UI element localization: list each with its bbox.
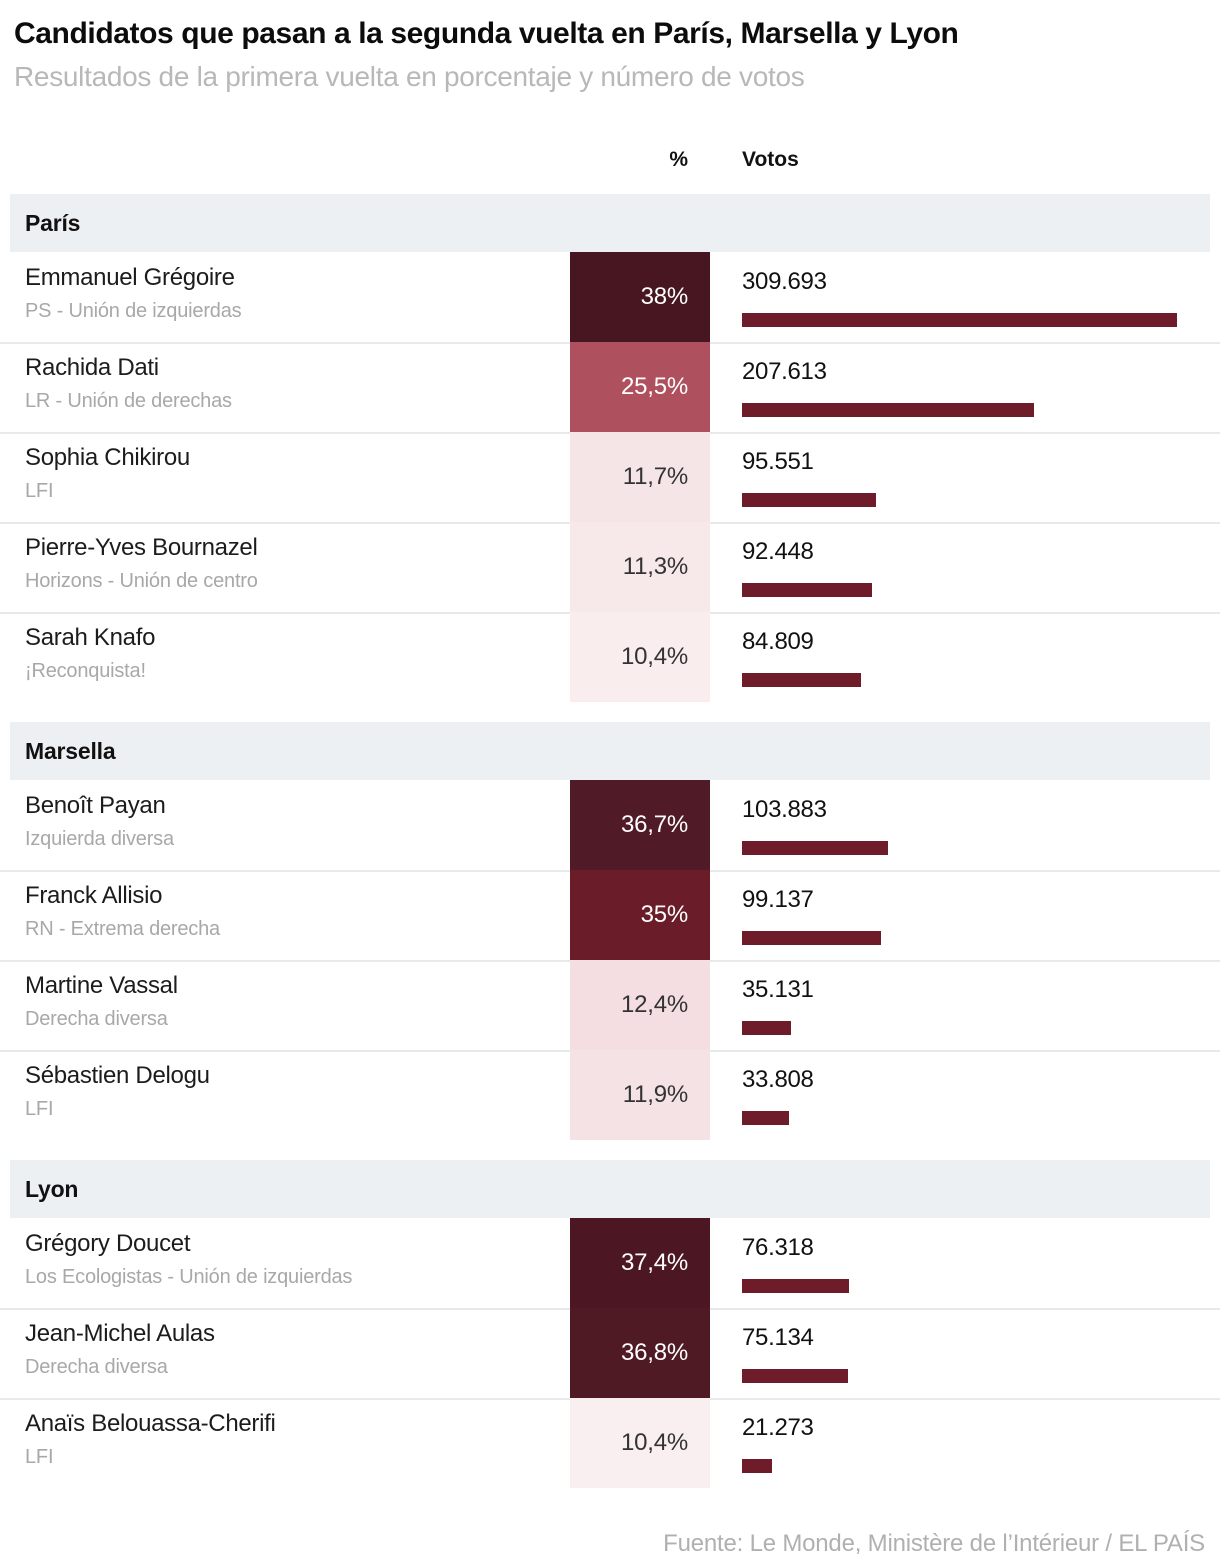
candidate-info	[0, 960, 570, 1050]
votes-value: 99.137	[742, 886, 814, 913]
candidate-party: Derecha diversa	[25, 1356, 168, 1378]
section-header-band	[10, 722, 1210, 780]
pct-value: 35%	[640, 901, 688, 928]
candidate-info	[0, 522, 570, 612]
pct-cell	[570, 612, 710, 702]
votes-value: 95.551	[742, 448, 814, 475]
section-title: Lyon	[25, 1175, 79, 1202]
candidate-party: ¡Reconquista!	[25, 660, 146, 682]
candidate-row	[0, 1050, 1220, 1140]
candidate-party: PS - Unión de izquierdas	[25, 300, 242, 322]
pct-cell	[570, 780, 710, 870]
section-rows	[0, 1218, 1220, 1488]
candidate-row	[0, 960, 1220, 1050]
pct-cell	[570, 1398, 710, 1488]
votes-column	[710, 522, 1220, 612]
votes-bar	[742, 1021, 791, 1035]
candidate-name: Rachida Dati	[25, 354, 159, 381]
column-headers	[0, 142, 1220, 172]
votes-column	[710, 780, 1220, 870]
votes-value: 309.693	[742, 268, 827, 295]
city-section	[0, 194, 1220, 702]
votes-value: 76.318	[742, 1234, 814, 1261]
candidate-info	[0, 342, 570, 432]
section-rows	[0, 252, 1220, 702]
pct-cell	[570, 1050, 710, 1140]
candidate-name: Sébastien Delogu	[25, 1062, 210, 1089]
candidate-info	[0, 780, 570, 870]
votes-column	[710, 1050, 1220, 1140]
votes-value: 35.131	[742, 976, 814, 1003]
section-title: París	[25, 209, 81, 236]
votes-bar	[742, 313, 1177, 327]
votes-value: 33.808	[742, 1066, 814, 1093]
votes-column	[710, 252, 1220, 342]
candidate-party: Los Ecologistas - Unión de izquierdas	[25, 1266, 353, 1288]
candidate-name: Anaïs Belouassa-Cherifi	[25, 1410, 276, 1437]
pct-cell	[570, 1218, 710, 1308]
candidate-info	[0, 252, 570, 342]
column-header-votes: Votos	[742, 148, 799, 171]
votes-column	[710, 1308, 1220, 1398]
pct-cell	[570, 252, 710, 342]
candidate-name: Jean-Michel Aulas	[25, 1320, 215, 1347]
candidate-party: Izquierda diversa	[25, 828, 174, 850]
votes-value: 207.613	[742, 358, 827, 385]
pct-cell	[570, 432, 710, 522]
votes-bar	[742, 841, 888, 855]
votes-column	[710, 1398, 1220, 1488]
city-section	[0, 1160, 1220, 1488]
candidate-party: LFI	[25, 1446, 54, 1468]
votes-value: 84.809	[742, 628, 814, 655]
candidate-party: LFI	[25, 480, 54, 502]
candidate-name: Martine Vassal	[25, 972, 178, 999]
candidate-name: Sarah Knafo	[25, 624, 156, 651]
source-note: Fuente: Le Monde, Ministère de l’Intérieur / EL PAÍS	[663, 1530, 1205, 1557]
candidate-info	[0, 612, 570, 702]
candidate-party: LFI	[25, 1098, 54, 1120]
votes-bar	[742, 673, 861, 687]
candidate-row	[0, 252, 1220, 342]
candidate-name: Pierre-Yves Bournazel	[25, 534, 258, 561]
pct-value: 11,3%	[622, 553, 688, 580]
candidate-row	[0, 870, 1220, 960]
candidate-row	[0, 522, 1220, 612]
votes-column	[710, 432, 1220, 522]
section-header-band	[10, 1160, 1210, 1218]
pct-value: 36,7%	[620, 811, 688, 838]
pct-cell	[570, 522, 710, 612]
pct-cell	[570, 870, 710, 960]
pct-cell	[570, 342, 710, 432]
candidate-row	[0, 1308, 1220, 1398]
pct-value: 10,4%	[620, 1429, 688, 1456]
candidate-row	[0, 432, 1220, 522]
candidate-row	[0, 780, 1220, 870]
candidate-name: Grégory Doucet	[25, 1230, 191, 1257]
page-subtitle: Resultados de la primera vuelta en porcentaje y número de votos	[14, 61, 805, 92]
votes-bar	[742, 583, 872, 597]
pct-value: 38%	[640, 283, 688, 310]
section-title: Marsella	[25, 737, 116, 764]
votes-bar	[742, 1369, 848, 1383]
votes-value: 21.273	[742, 1414, 814, 1441]
votes-bar	[742, 1111, 789, 1125]
candidate-name: Emmanuel Grégoire	[25, 264, 235, 291]
section-header-band	[10, 194, 1210, 252]
pct-value: 36,8%	[620, 1339, 688, 1366]
candidate-row	[0, 1398, 1220, 1488]
candidate-name: Franck Allisio	[25, 882, 163, 909]
pct-cell	[570, 1308, 710, 1398]
votes-bar	[742, 403, 1034, 417]
page-title: Candidatos que pasan a la segunda vuelta en París, Marsella y Lyon	[14, 17, 959, 50]
votes-bar	[742, 493, 876, 507]
candidate-party: Derecha diversa	[25, 1008, 168, 1030]
sections-container	[0, 194, 1220, 1488]
votes-bar	[742, 1459, 772, 1473]
votes-column	[710, 612, 1220, 702]
candidate-row	[0, 612, 1220, 702]
pct-value: 11,7%	[622, 463, 688, 490]
votes-bar	[742, 1279, 849, 1293]
pct-value: 25,5%	[620, 373, 688, 400]
pct-value: 12,4%	[620, 991, 688, 1018]
city-section	[0, 722, 1220, 1140]
candidate-party: LR - Unión de derechas	[25, 390, 232, 412]
candidate-name: Benoît Payan	[25, 792, 166, 819]
votes-bar	[742, 931, 881, 945]
column-header-pct: %	[669, 148, 688, 171]
pct-value: 37,4%	[620, 1249, 688, 1276]
candidate-info	[0, 432, 570, 522]
pct-cell	[570, 960, 710, 1050]
section-rows	[0, 780, 1220, 1140]
candidate-info	[0, 1308, 570, 1398]
votes-value: 92.448	[742, 538, 814, 565]
votes-column	[710, 960, 1220, 1050]
candidate-info	[0, 870, 570, 960]
votes-value: 75.134	[742, 1324, 814, 1351]
candidate-party: RN - Extrema derecha	[25, 918, 220, 940]
candidate-party: Horizons - Unión de centro	[25, 570, 258, 592]
candidate-info	[0, 1398, 570, 1488]
candidate-info	[0, 1050, 570, 1140]
votes-value: 103.883	[742, 796, 827, 823]
candidate-name: Sophia Chikirou	[25, 444, 190, 471]
votes-column	[710, 342, 1220, 432]
pct-value: 11,9%	[622, 1081, 688, 1108]
candidate-row	[0, 1218, 1220, 1308]
pct-value: 10,4%	[620, 643, 688, 670]
votes-column	[710, 1218, 1220, 1308]
votes-column	[710, 870, 1220, 960]
candidate-info	[0, 1218, 570, 1308]
candidate-row	[0, 342, 1220, 432]
